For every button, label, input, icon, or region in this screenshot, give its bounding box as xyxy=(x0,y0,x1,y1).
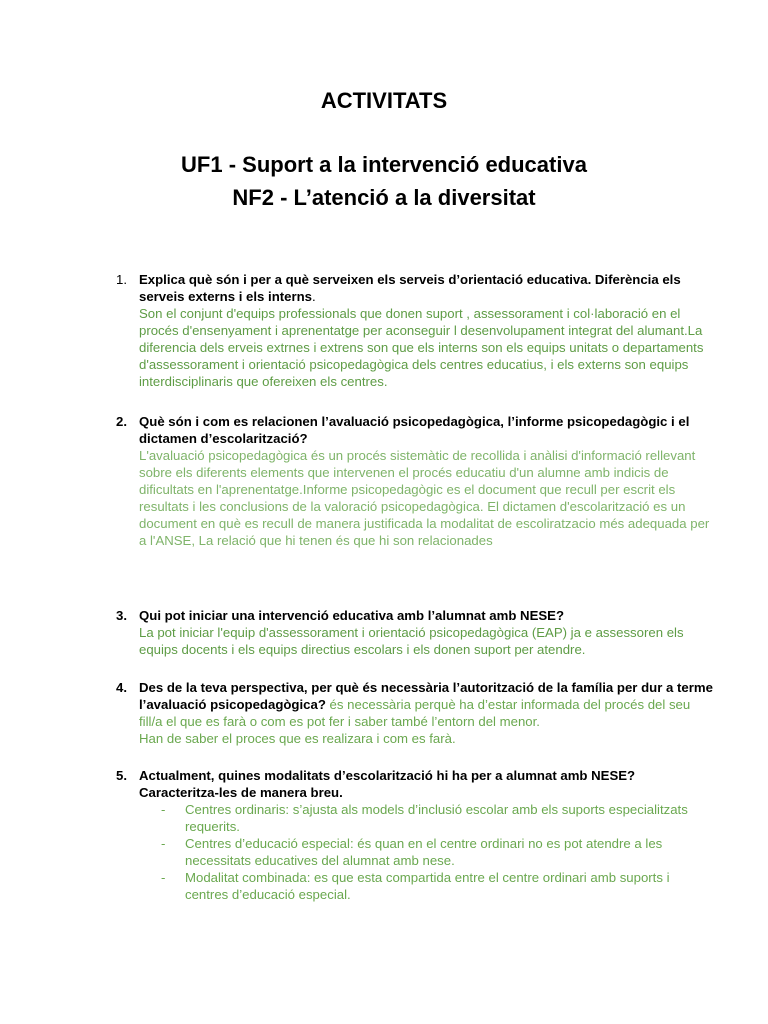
question-item-3 xyxy=(116,607,716,658)
question-number: 3. xyxy=(116,608,127,623)
modality-list xyxy=(139,801,716,903)
list-item xyxy=(139,801,716,835)
question-text xyxy=(139,679,716,730)
question-label: Què són i com es relacionen l’avaluació psicopedagògica, l’informe psicopedagògic i el dictamen d’escolarització? xyxy=(139,414,690,446)
list-item-text: Modalitat combinada: es que esta compartida entre el centre ordinari amb suports i centres d’educació especial. xyxy=(185,870,670,902)
answer-inline-text: és necessària perquè ha d’estar informada del procés del seu fill/a el que es farà o com es pot fer i saber també l’entorn del menor. xyxy=(139,697,691,729)
question-item-4 xyxy=(116,679,716,747)
question-tail: . xyxy=(312,289,316,304)
question-body xyxy=(139,679,716,747)
question-body xyxy=(139,767,716,903)
question-item-5 xyxy=(116,767,716,903)
list-item xyxy=(139,835,716,869)
answer-extra-text: Han de saber el proces que es realizara i com es farà. xyxy=(139,731,456,746)
list-item-text: Centres ordinaris: s’ajusta als models d’inclusió escolar amb els suports especialitzats requerits. xyxy=(185,802,688,834)
answer-text: L'avaluació psicopedagògica és un procés sistemàtic de recollida i anàlisi d'informació rellevant sobre els diferents elements que intervenen el procés educatiu d'un alumne amb indicis de dificultats en l'aprenentatge.Informe psicopedagògic es el document que recull per escrit els resultats i les conclusions de la valoració psicopedagògica. El dictamen d'escolarització es un document en què es recull de manera justificada la modalitat de escoliratzacio més adequada per a l'ANSE, La relació que hi tenen és que hi son relacionades xyxy=(139,448,710,548)
question-number: 2. xyxy=(116,414,127,429)
question-label: Actualment, quines modalitats d’escolarització hi ha per a alumnat amb NESE? Caracteritza-les de manera breu. xyxy=(139,768,636,800)
bullet-dash: - xyxy=(161,836,166,851)
question-body xyxy=(139,607,716,658)
question-item-2 xyxy=(116,413,716,549)
question-body xyxy=(139,413,716,549)
page-title: ACTIVITATS xyxy=(320,88,448,113)
module-subtitle: NF2 - L’atenció a la diversitat xyxy=(232,185,536,210)
question-label: Des de la teva perspectiva, per què és necessària l’autorització de la família per dur a terme l’avaluació psicopedagògica? xyxy=(139,680,713,712)
unit-subtitle: UF1 - Suport a la intervenció educativa xyxy=(181,152,587,177)
answer-text: Son el conjunt d'equips professionals que donen suport , assessorament i col·laboració en el procés d'ensenyament i aprenentatge per aconseguir l desenvolupament integrat del alumant.La diferencia dels erveis extrnes i extrens son que els interns son els equips unitats o departaments d'assessorament i orientació psicopedagògica dels centres educatius, i els externs son equips interdisciplinaris que ofereixen els centres. xyxy=(139,306,704,389)
bullet-dash: - xyxy=(161,870,166,885)
question-number: 4. xyxy=(116,680,127,695)
list-item-text: Centres d’educació especial: és quan en el centre ordinari no es pot atendre a les necessitats educatives del alumnat amb nese. xyxy=(185,836,663,868)
question-body xyxy=(139,271,716,390)
question-label: Explica què són i per a què serveixen els serveis d’orientació educativa. Diferència els serveis externs i els interns xyxy=(139,272,681,304)
answer-text: La pot iniciar l'equip d'assessorament i orientació psicopedagògica (EAP) ja e assessoren els equips docents i els equips directius escolars i els donen suport per atendre. xyxy=(139,625,684,657)
list-item xyxy=(139,869,716,903)
question-number: 5. xyxy=(116,768,127,783)
bullet-dash: - xyxy=(161,802,166,817)
question-text xyxy=(139,271,716,305)
question-number: 1. xyxy=(116,272,127,287)
question-label: Qui pot iniciar una intervenció educativa amb l’alumnat amb NESE? xyxy=(139,608,565,623)
question-item-1 xyxy=(116,271,716,390)
